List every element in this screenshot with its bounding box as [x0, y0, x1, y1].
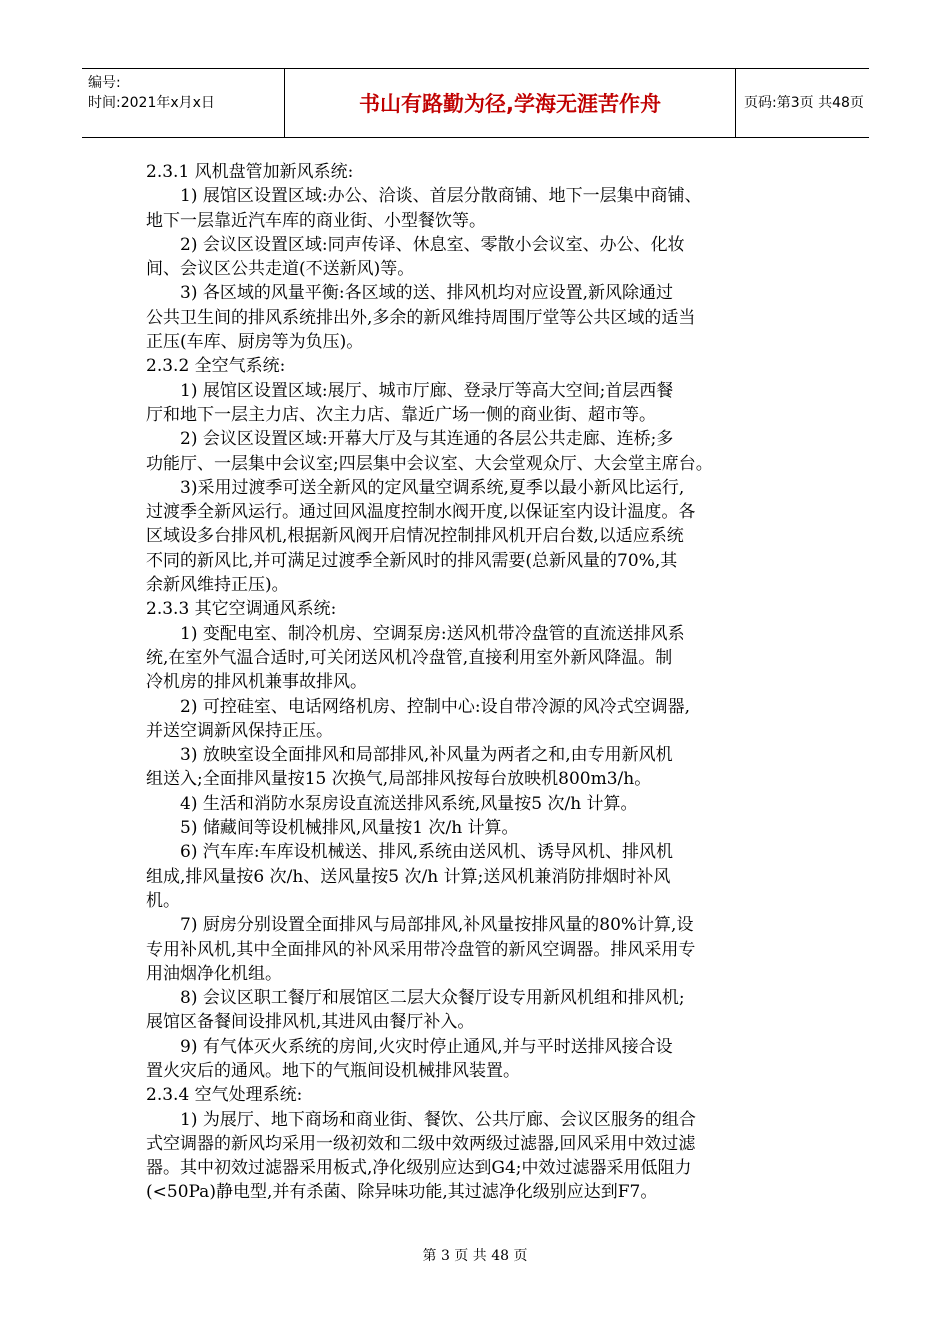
section-heading: 2.3.3 其它空调通风系统: — [146, 599, 337, 620]
paragraph-line: 用油烟净化机组。 — [146, 963, 282, 984]
paragraph-line: 2) 会议区设置区域:同声传译、休息室、零散小会议室、办公、化妆 — [180, 234, 685, 255]
paragraph-line: 2) 可控硅室、电话网络机房、控制中心:设自带冷源的风冷式空调器, — [180, 696, 690, 717]
paragraph-line: 1) 展馆区设置区域:办公、洽谈、首层分散商铺、地下一层集中商铺、 — [180, 186, 702, 207]
paragraph-line: 组送入;全面排风量按15 次换气,局部排风按每台放映机800m3/h。 — [146, 769, 652, 790]
paragraph-line: (<50Pa)静电型,并有杀菌、除异味功能,其过滤净化级别应达到F7。 — [146, 1182, 658, 1203]
paragraph-line: 置火灾后的通风。地下的气瓶间设机械排风装置。 — [146, 1060, 520, 1081]
paragraph-line: 专用补风机,其中全面排风的补风采用带冷盘管的新风空调器。排风采用专 — [146, 939, 696, 960]
paragraph-line: 7) 厨房分别设置全面排风与局部排风,补风量按排风量的80%计算,设 — [180, 915, 694, 936]
paragraph-line: 1) 为展厅、地下商场和商业街、餐饮、公共厅廊、会议区服务的组合 — [180, 1109, 696, 1130]
paragraph-line: 4) 生活和消防水泵房设直流送排风系统,风量按5 次/h 计算。 — [180, 793, 638, 814]
section-heading: 2.3.2 全空气系统: — [146, 356, 286, 377]
paragraph-line: 功能厅、一层集中会议室;四层集中会议室、大会堂观众厅、大会堂主席台。 — [146, 453, 713, 474]
paragraph-line: 公共卫生间的排风系统排出外,多余的新风维持周围厅堂等公共区域的适当 — [146, 307, 696, 328]
header-page-code: 页码:第3页 共48页 — [744, 95, 864, 111]
paragraph-line: 机。 — [146, 890, 180, 911]
paragraph-line: 地下一层靠近汽车库的商业街、小型餐饮等。 — [146, 210, 486, 231]
paragraph-line: 8) 会议区职工餐厅和展馆区二层大众餐厅设专用新风机组和排风机; — [180, 988, 685, 1009]
paragraph-line: 器。其中初效过滤器采用板式,净化级别应达到G4;中效过滤器采用低阻力 — [146, 1158, 692, 1179]
header-left-cell — [82, 69, 285, 137]
paragraph-line: 2) 会议区设置区域:开幕大厅及与其连通的各层公共走廊、连桥;多 — [180, 429, 674, 450]
document-time-label: 时间:2021年x月x日 — [88, 95, 215, 111]
page-header — [82, 68, 869, 138]
paragraph-line: 3)采用过渡季可送全新风的定风量空调系统,夏季以最小新风比运行, — [180, 477, 685, 498]
header-motto-cell — [285, 69, 736, 137]
header-motto: 书山有路勤为径,学海无涯苦作舟 — [359, 92, 661, 116]
paragraph-line: 组成,排风量按6 次/h、送风量按5 次/h 计算;送风机兼消防排烟时补风 — [146, 866, 671, 887]
document-body — [146, 160, 806, 1205]
paragraph-line: 余新风维持正压)。 — [146, 575, 289, 596]
paragraph-line: 正压(车库、厨房等为负压)。 — [146, 332, 364, 353]
paragraph-line: 5) 储藏间等设机械排风,风量按1 次/h 计算。 — [180, 818, 519, 839]
paragraph-line: 1) 展馆区设置区域:展厅、城市厅廊、登录厅等高大空间;首层西餐 — [180, 380, 674, 401]
paragraph-line: 过渡季全新风运行。通过回风温度控制水阀开度,以保证室内设计温度。各 — [146, 502, 696, 523]
paragraph-line: 6) 汽车库:车库设机械送、排风,系统由送风机、诱导风机、排风机 — [180, 842, 673, 863]
paragraph-line: 并送空调新风保持正压。 — [146, 720, 333, 741]
paragraph-line: 统,在室外气温合适时,可关闭送风机冷盘管,直接利用室外新风降温。制 — [146, 647, 673, 668]
paragraph-line: 冷机房的排风机兼事故排风。 — [146, 672, 367, 693]
header-page-cell — [736, 69, 869, 137]
paragraph-line: 厅和地下一层主力店、次主力店、靠近广场一侧的商业街、超市等。 — [146, 404, 656, 425]
section-heading: 2.3.1 风机盘管加新风系统: — [146, 162, 354, 182]
page-footer: 第 3 页 共 48 页 — [422, 1248, 528, 1264]
paragraph-line: 式空调器的新风均采用一级初效和二级中效两级过滤器,回风采用中效过滤 — [146, 1133, 696, 1154]
section-heading: 2.3.4 空气处理系统: — [146, 1085, 303, 1106]
paragraph-line: 9) 有气体灭火系统的房间,火灾时停止通风,并与平时送排风接合设 — [180, 1036, 673, 1057]
paragraph-line: 间、会议区公共走道(不送新风)等。 — [146, 259, 415, 280]
paragraph-line: 不同的新风比,并可满足过渡季全新风时的排风需要(总新风量的70%,其 — [146, 550, 678, 571]
paragraph-line: 3) 放映室设全面排风和局部排风,补风量为两者之和,由专用新风机 — [180, 745, 673, 766]
paragraph-line: 1) 变配电室、制冷机房、空调泵房:送风机带冷盘管的直流送排风系 — [180, 623, 685, 644]
paragraph-line: 展馆区备餐间设排风机,其进风由餐厅补入。 — [146, 1012, 475, 1033]
paragraph-line: 区域设多台排风机,根据新风阀开启情况控制排风机开启台数,以适应系统 — [146, 526, 684, 547]
document-number-label: 编号: — [88, 75, 121, 91]
paragraph-line: 3) 各区域的风量平衡:各区域的送、排风机均对应设置,新风除通过 — [180, 283, 673, 304]
